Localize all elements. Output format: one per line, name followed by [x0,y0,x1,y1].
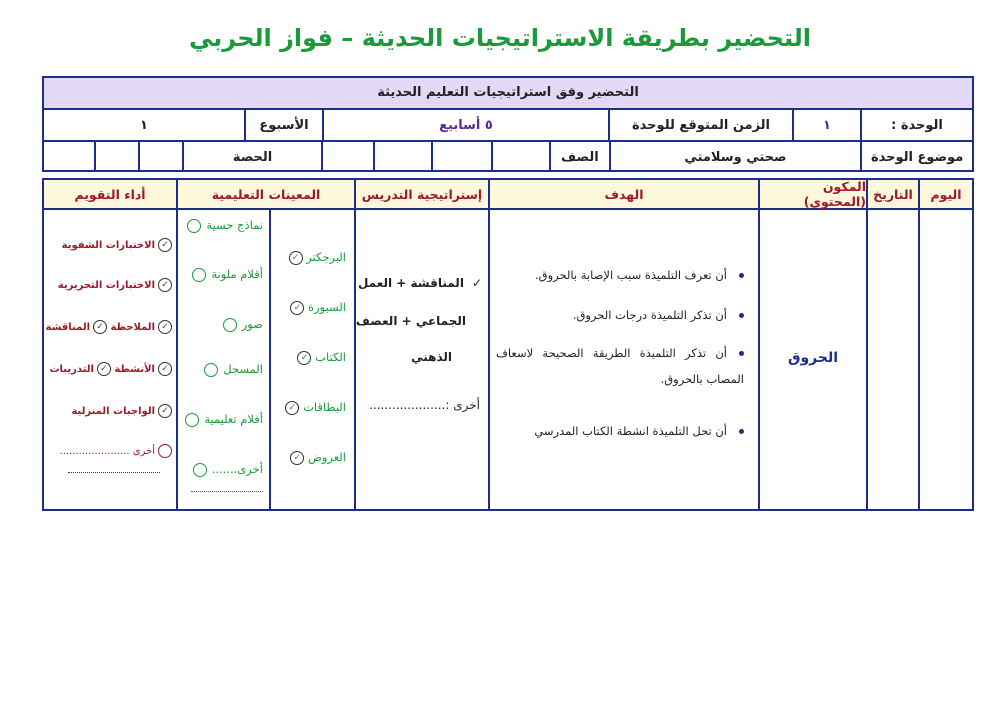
assessment-other: أخرى ...................... [60,444,172,458]
day-header: اليوم [920,180,972,210]
strategy-line-3: الذهني [411,350,452,364]
duration-value: ٥ أسابيع [322,110,608,140]
header-row-topic [44,142,972,172]
strategy-header: إستراتيجية التدريس [356,180,488,210]
empty-cell [44,142,94,172]
aids-header: المعينات التعليمية [178,180,354,210]
goal-header: الهدف [490,180,758,210]
dotted-line [191,491,263,492]
check-icon: ✓ [471,276,482,290]
empty-circle-icon [185,413,199,427]
unit-value: ١ [792,110,860,140]
check-circle-icon: ✓ [285,401,299,415]
goal-item: أن تذكر التلميذة درجات الحروق. [496,302,744,328]
header-table [42,76,974,172]
assessment-item: ✓الاختبارات التحريرية [58,278,172,292]
aid-item: أخرى....... [193,462,263,477]
lesson-table [42,178,974,511]
empty-circle-icon [192,268,206,282]
empty-cell [94,142,138,172]
assessment-header: أداء التقويم [44,180,176,210]
empty-circle-icon [158,444,172,458]
empty-circle-icon [223,318,237,332]
check-circle-icon: ✓ [297,351,311,365]
assessment-item: ✓الملاحظة ✓المناقشة [46,320,173,334]
aids-column [176,180,354,509]
dotted-line [68,472,160,473]
class-value [491,142,549,172]
check-circle-icon: ✓ [290,451,304,465]
bullet-icon [739,429,744,434]
aid-item: المسجل [204,362,263,377]
period-label: الحصة [182,142,322,172]
date-column [866,180,918,509]
assessment-item: ✓الواجبات المنزلية [71,404,172,418]
check-circle-icon: ✓ [158,278,172,292]
check-circle-icon: ✓ [158,362,172,376]
check-circle-icon: ✓ [158,320,172,334]
unit-label: الوحدة : [860,110,972,140]
aid-item: البطاقات ✓ [282,400,346,415]
empty-cell [321,142,373,172]
aid-item: أقلام ملونة [192,267,263,282]
aid-item: صور [223,317,263,332]
assessment-item: ✓الأنشطة ✓التدريبات [49,362,172,376]
aid-item: نماذج حسية [187,218,263,233]
empty-cell [431,142,491,172]
page-title: التحضير بطريقة الاستراتيجيات الحديثة – فواز الحربي [188,24,811,52]
aid-item: الكتاب ✓ [294,350,346,365]
empty-cell [373,142,431,172]
header-row-unit [44,110,972,142]
content-value: الحروق [787,350,839,366]
topic-value: صحتي وسلامتي [609,142,860,172]
check-circle-icon: ✓ [158,238,172,252]
aid-item: أفلام تعليمية [185,412,263,427]
class-label: الصف [549,142,609,172]
strategy-other: أخرى :.................... [369,398,480,412]
check-circle-icon: ✓ [93,320,107,334]
empty-circle-icon [187,219,201,233]
bullet-icon [739,351,744,356]
check-circle-icon: ✓ [97,362,111,376]
strategy-line-1: ✓المناقشة + العمل [357,276,482,290]
strategy-column [354,180,488,509]
assessment-item: ✓الاختبارات الشفوية [62,238,172,252]
empty-circle-icon [193,463,207,477]
bullet-icon [739,273,744,278]
header-banner: التحضير وفق استراتيجيات التعليم الحديثة [44,78,972,110]
goal-item: أن تذكر التلميذة الطريقة الصحيحة لاسعاف المصاب بالحروق. [496,346,744,386]
goal-item: أن تحل التلميذة انشطة الكتاب المدرسي [496,418,744,444]
empty-circle-icon [204,363,218,377]
strategy-line-2: الجماعي + العصف [355,314,466,328]
topic-label: موضوع الوحدة [860,142,972,172]
day-column [918,180,972,509]
content-header: المكون (المحتوى) [760,180,866,210]
empty-cell [138,142,182,172]
assessment-column [44,180,176,509]
week-label: الأسبوع [244,110,322,140]
goal-column [488,180,758,509]
date-header: التاريخ [868,180,918,210]
aids-checked-list [269,210,354,509]
duration-label: الزمن المتوقع للوحدة [608,110,792,140]
aid-item: البرجكتر ✓ [286,250,346,265]
week-value: ١ [140,117,148,133]
bullet-icon [739,313,744,318]
check-circle-icon: ✓ [289,251,303,265]
goal-item: أن تعرف التلميذة سبب الإصابة بالحروق. [496,262,744,288]
check-circle-icon: ✓ [158,404,172,418]
content-column [758,180,866,509]
aid-item: السبورة ✓ [287,300,346,315]
aid-item: العروض ✓ [287,450,346,465]
aids-unchecked-list [178,210,269,509]
check-circle-icon: ✓ [290,301,304,315]
